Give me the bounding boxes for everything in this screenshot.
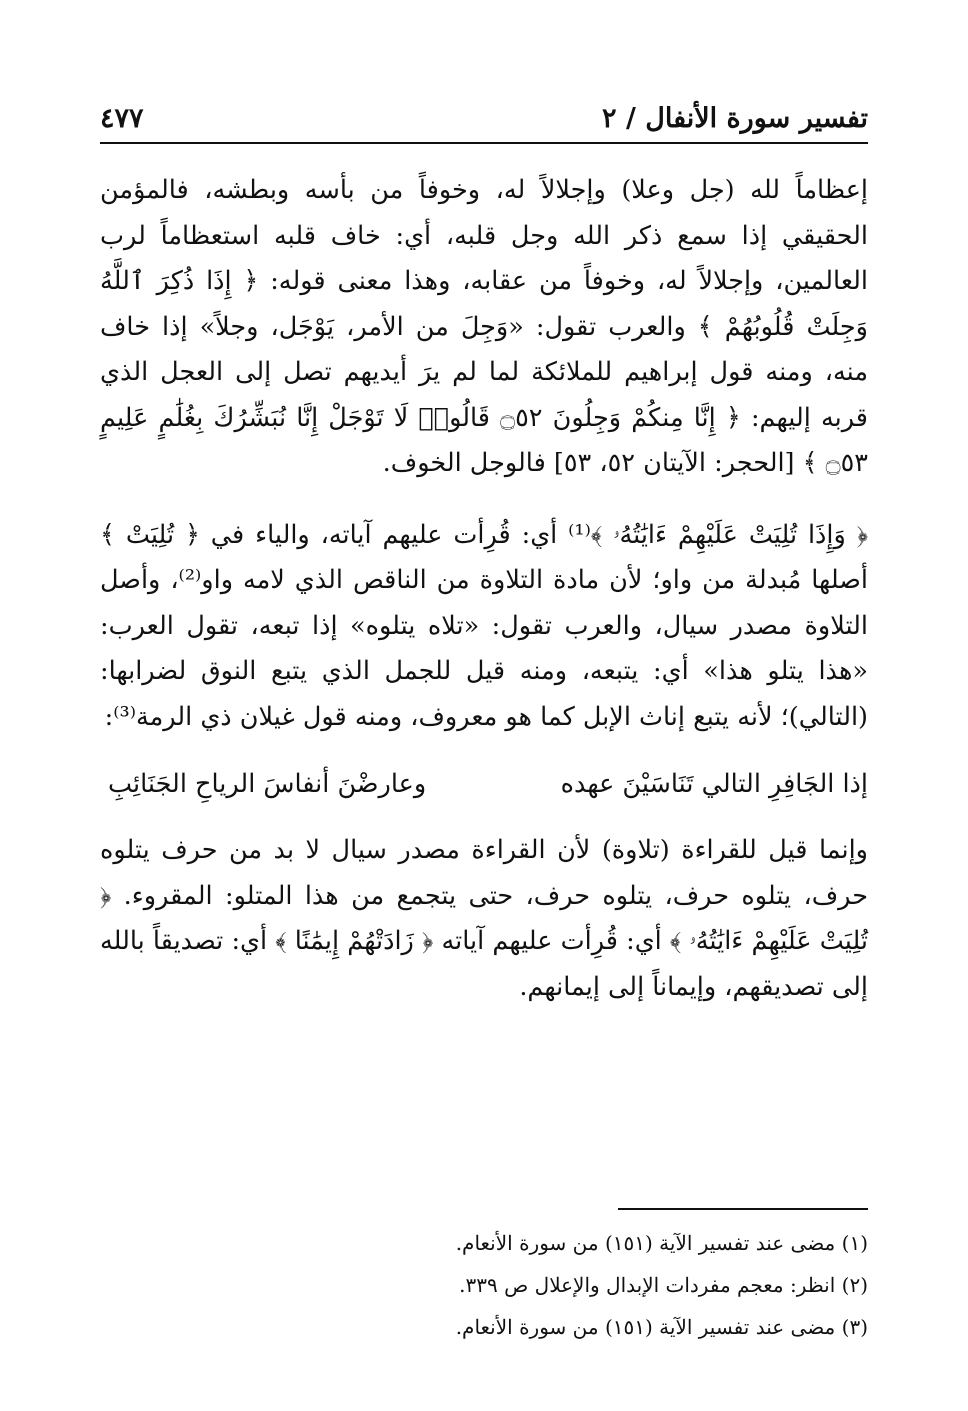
running-header [100,84,868,144]
paragraph-1: إعظاماً لله (جل وعلا) وإجلالاً له، وخوفاً من بأسه وبطشه، فالمؤمن الحقيقي إذا سمع ذكر الله وجل قلبه، أي: خاف قلبه استعظاماً لرب العالمين، وإجلالاً له، وخوفاً من عقابه، وهذا معنى قوله: ﴿ إِذَا ذُكِرَ ٱللَّهُ وَجِلَتْ قُلُوبُهُمْ ﴾ والعرب تقول: «وَجِلَ من الأمر، يَوْجَل، وجلاً» إذا خاف منه، ومنه قول إبراهيم للملائكة لما لم يرَ أيديهم تصل إلى العجل الذي قربه إليهم: ﴿ إِنَّا مِنكُمْ وَجِلُونَ ۝٥٢ قَالُوا۟ لَا تَوْجَلْ إِنَّا نُبَشِّرُكَ بِغُلَٰمٍ عَلِيمٍ ۝٥٣ ﴾ [الحجر: الآيتان ٥٢، ٥٣] فالوجل الخوف. [100,175,868,478]
paragraph-3: وإنما قيل للقراءة (تلاوة) لأن القراءة مصدر سيال لا بد من حرف يتلوه حرف، يتلوه حرف، يتلوه حرف، حتى يتجمع من هذا المتلو: المقروء. ﴿ تُلِيَتْ عَلَيْهِمْ ءَايَٰتُهُۥ ﴾ أي: قُرِأت عليهم آياته ﴿ زَادَتْهُمْ إِيمَٰنًا ﴾ أي: تصديقاً بالله إلى تصديقهم، وإيماناً إلى إيمانهم. [100,835,868,1002]
page-number: ٤٧٧ [100,103,144,134]
footnote-1: (١) مضى عند تفسير الآية (١٥١) من سورة الأنعام. [455,1231,868,1255]
footnote-3: (٣) مضى عند تفسير الآية (١٥١) من سورة الأنعام. [455,1315,868,1339]
footnote-separator [618,1208,868,1210]
footnotes [100,1222,868,1348]
verse-first-hemistich: إذا الجَافِرِ التالي تَنَاسَيْنَ عهده [560,769,868,799]
verse-second-hemistich: وعارضْنَ أنفاسَ الرياحِ الجَنَائِبِ [108,769,427,799]
footnote-2: (٢) انظر: معجم مفردات الإبدال والإعلال ص ٣٣٩. [459,1273,868,1297]
poetry-verse [100,760,868,808]
paragraph-2: ﴿ وَإِذَا تُلِيَتْ عَلَيْهِمْ ءَايَٰتُهُۥ ﴾⁽¹⁾ أي: قُرِأت عليهم آياته، والياء في ﴿ تُلِيَتْ ﴾ أصلها مُبدلة من واو؛ لأن مادة التلاوة من الناقص الذي لامه واو⁽²⁾، وأصل التلاوة مصدر سيال، والعرب تقول: «تلاه يتلوه» إذا تبعه، تقول العرب: «هذا يتلو هذا» أي: يتبعه، ومنه قيل للجمل الذي يتبع النوق لضرابها: (التالي)؛ لأنه يتبع إناث الإبل كما هو معروف، ومنه قول غيلان ذي الرمة⁽³⁾: [100,519,868,732]
header-title: تفسير سورة الأنفال / ٢ [602,103,868,134]
main-text [100,168,868,1010]
